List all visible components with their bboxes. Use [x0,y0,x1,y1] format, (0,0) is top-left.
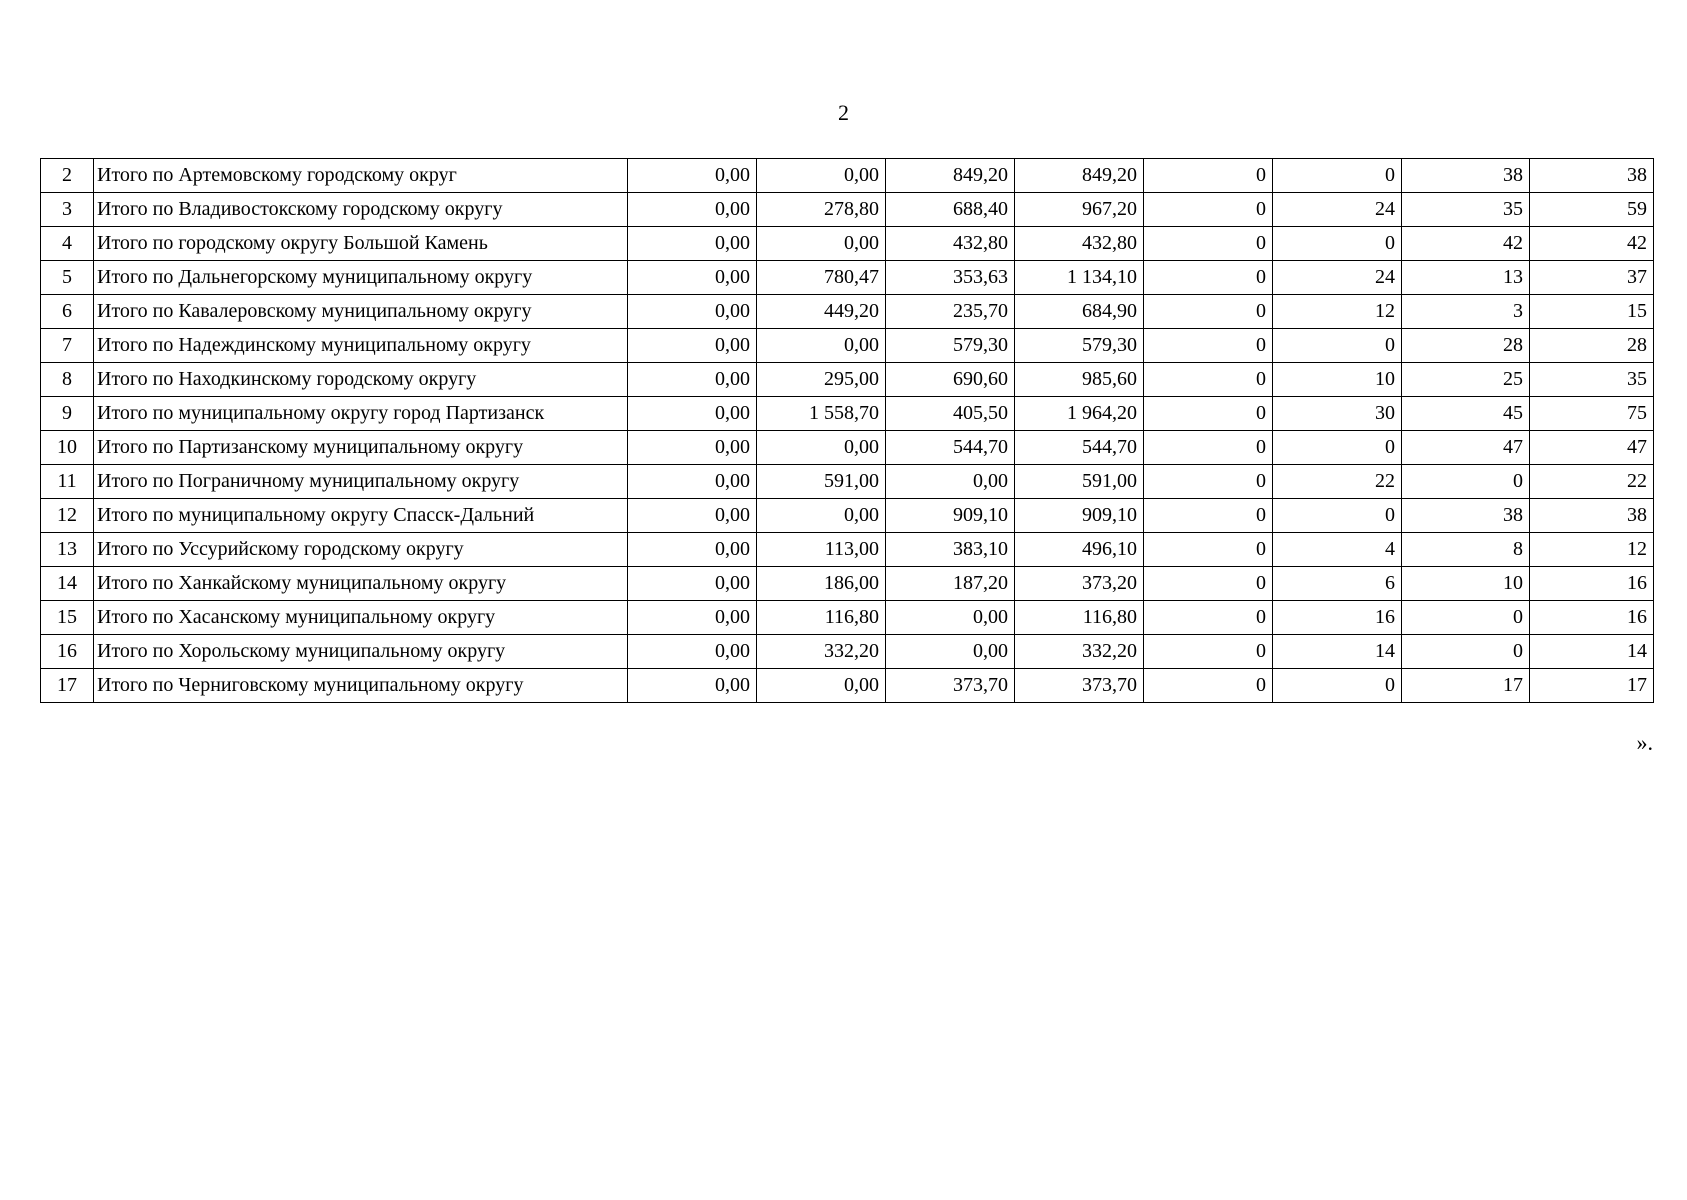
table-row [41,193,1654,227]
value-cell: 47 [1402,431,1530,465]
value-cell: 14 [1530,635,1654,669]
value-cell: 35 [1530,363,1654,397]
value-cell: 0 [1402,635,1530,669]
value-cell: 579,30 [886,329,1015,363]
row-number-cell: 11 [41,465,94,499]
value-cell: 24 [1273,261,1402,295]
value-cell: 591,00 [757,465,886,499]
row-name-cell: Итого по муниципальному округу Спасск-Дальний [94,499,628,533]
value-cell: 116,80 [757,601,886,635]
value-cell: 0,00 [757,431,886,465]
value-cell: 116,80 [1015,601,1144,635]
value-cell: 12 [1530,533,1654,567]
row-number-cell: 16 [41,635,94,669]
value-cell: 59 [1530,193,1654,227]
value-cell: 38 [1402,499,1530,533]
value-cell: 0 [1144,669,1273,703]
value-cell: 432,80 [1015,227,1144,261]
row-number-cell: 13 [41,533,94,567]
value-cell: 8 [1402,533,1530,567]
row-name-cell: Итого по Надеждинскому муниципальному округу [94,329,628,363]
value-cell: 0 [1144,465,1273,499]
value-cell: 353,63 [886,261,1015,295]
row-number-cell: 10 [41,431,94,465]
row-number-cell: 12 [41,499,94,533]
value-cell: 405,50 [886,397,1015,431]
value-cell: 24 [1273,193,1402,227]
row-number-cell: 3 [41,193,94,227]
value-cell: 449,20 [757,295,886,329]
table-row [41,567,1654,601]
value-cell: 17 [1530,669,1654,703]
row-number-cell: 4 [41,227,94,261]
value-cell: 0,00 [886,465,1015,499]
value-cell: 591,00 [1015,465,1144,499]
value-cell: 0 [1273,499,1402,533]
value-cell: 0 [1273,431,1402,465]
value-cell: 0 [1144,431,1273,465]
value-cell: 0 [1144,397,1273,431]
value-cell: 235,70 [886,295,1015,329]
value-cell: 0 [1144,533,1273,567]
value-cell: 0 [1144,193,1273,227]
value-cell: 688,40 [886,193,1015,227]
value-cell: 14 [1273,635,1402,669]
value-cell: 75 [1530,397,1654,431]
value-cell: 332,20 [757,635,886,669]
value-cell: 13 [1402,261,1530,295]
value-cell: 0,00 [628,635,757,669]
value-cell: 0,00 [757,329,886,363]
value-cell: 47 [1530,431,1654,465]
value-cell: 0,00 [628,533,757,567]
value-cell: 579,30 [1015,329,1144,363]
value-cell: 0,00 [757,159,886,193]
value-cell: 373,20 [1015,567,1144,601]
value-cell: 42 [1402,227,1530,261]
value-cell: 3 [1402,295,1530,329]
value-cell: 10 [1402,567,1530,601]
value-cell: 10 [1273,363,1402,397]
table-row [41,533,1654,567]
value-cell: 544,70 [886,431,1015,465]
value-cell: 1 964,20 [1015,397,1144,431]
table-row [41,159,1654,193]
value-cell: 22 [1530,465,1654,499]
value-cell: 0,00 [628,499,757,533]
value-cell: 0,00 [628,227,757,261]
table-row [41,397,1654,431]
row-name-cell: Итого по муниципальному округу город Партизанск [94,397,628,431]
value-cell: 17 [1402,669,1530,703]
table-body [41,159,1654,703]
value-cell: 0,00 [886,635,1015,669]
closing-quote-mark: ». [1636,730,1653,755]
value-cell: 0 [1144,635,1273,669]
row-number-cell: 2 [41,159,94,193]
value-cell: 12 [1273,295,1402,329]
value-cell: 690,60 [886,363,1015,397]
value-cell: 0,00 [757,669,886,703]
value-cell: 1 134,10 [1015,261,1144,295]
table-row [41,431,1654,465]
row-name-cell: Итого по городскому округу Большой Камень [94,227,628,261]
table-row [41,295,1654,329]
value-cell: 28 [1530,329,1654,363]
value-cell: 0 [1273,329,1402,363]
value-cell: 0,00 [886,601,1015,635]
row-number-cell: 8 [41,363,94,397]
row-number-cell: 7 [41,329,94,363]
value-cell: 0 [1144,295,1273,329]
value-cell: 849,20 [1015,159,1144,193]
row-number-cell: 6 [41,295,94,329]
value-cell: 38 [1530,499,1654,533]
value-cell: 42 [1530,227,1654,261]
value-cell: 16 [1273,601,1402,635]
value-cell: 22 [1273,465,1402,499]
row-name-cell: Итого по Партизанскому муниципальному округу [94,431,628,465]
value-cell: 0,00 [628,669,757,703]
row-name-cell: Итого по Хасанскому муниципальному округу [94,601,628,635]
value-cell: 0 [1144,159,1273,193]
value-cell: 295,00 [757,363,886,397]
value-cell: 0,00 [628,363,757,397]
value-cell: 383,10 [886,533,1015,567]
table-row [41,465,1654,499]
row-name-cell: Итого по Артемовскому городскому округ [94,159,628,193]
value-cell: 967,20 [1015,193,1144,227]
value-cell: 0,00 [628,601,757,635]
value-cell: 16 [1530,567,1654,601]
value-cell: 0,00 [628,431,757,465]
value-cell: 0,00 [628,261,757,295]
value-cell: 0 [1144,601,1273,635]
row-name-cell: Итого по Пограничному муниципальному округу [94,465,628,499]
value-cell: 0,00 [628,567,757,601]
page-number: 2 [838,100,849,125]
value-cell: 0 [1402,465,1530,499]
value-cell: 0 [1144,227,1273,261]
value-cell: 0,00 [628,465,757,499]
value-cell: 0 [1273,227,1402,261]
row-name-cell: Итого по Уссурийскому городскому округу [94,533,628,567]
value-cell: 0 [1144,329,1273,363]
table-row [41,669,1654,703]
value-cell: 30 [1273,397,1402,431]
row-number-cell: 5 [41,261,94,295]
row-number-cell: 9 [41,397,94,431]
table-row [41,601,1654,635]
table-row [41,499,1654,533]
row-name-cell: Итого по Хорольскому муниципальному округу [94,635,628,669]
value-cell: 849,20 [886,159,1015,193]
value-cell: 35 [1402,193,1530,227]
value-cell: 544,70 [1015,431,1144,465]
row-number-cell: 17 [41,669,94,703]
value-cell: 0,00 [628,159,757,193]
row-name-cell: Итого по Дальнегорскому муниципальному округу [94,261,628,295]
value-cell: 0 [1402,601,1530,635]
row-name-cell: Итого по Черниговскому муниципальному округу [94,669,628,703]
value-cell: 0 [1273,669,1402,703]
value-cell: 909,10 [886,499,1015,533]
value-cell: 15 [1530,295,1654,329]
value-cell: 0 [1144,363,1273,397]
value-cell: 373,70 [886,669,1015,703]
value-cell: 332,20 [1015,635,1144,669]
value-cell: 186,00 [757,567,886,601]
value-cell: 278,80 [757,193,886,227]
row-name-cell: Итого по Находкинскому городскому округу [94,363,628,397]
row-number-cell: 14 [41,567,94,601]
row-number-cell: 15 [41,601,94,635]
table-row [41,363,1654,397]
value-cell: 1 558,70 [757,397,886,431]
value-cell: 38 [1402,159,1530,193]
value-cell: 0,00 [628,397,757,431]
table-row [41,227,1654,261]
value-cell: 432,80 [886,227,1015,261]
value-cell: 0,00 [757,227,886,261]
value-cell: 684,90 [1015,295,1144,329]
value-cell: 0 [1144,567,1273,601]
row-name-cell: Итого по Кавалеровскому муниципальному округу [94,295,628,329]
row-name-cell: Итого по Ханкайскому муниципальному округу [94,567,628,601]
value-cell: 25 [1402,363,1530,397]
value-cell: 0 [1273,159,1402,193]
value-cell: 496,10 [1015,533,1144,567]
value-cell: 28 [1402,329,1530,363]
table-row [41,635,1654,669]
value-cell: 780,47 [757,261,886,295]
value-cell: 45 [1402,397,1530,431]
value-cell: 0,00 [628,295,757,329]
table-row [41,329,1654,363]
value-cell: 0 [1144,261,1273,295]
table-row [41,261,1654,295]
value-cell: 0,00 [757,499,886,533]
value-cell: 4 [1273,533,1402,567]
value-cell: 187,20 [886,567,1015,601]
data-table [40,158,1654,703]
row-name-cell: Итого по Владивостокскому городскому округу [94,193,628,227]
value-cell: 985,60 [1015,363,1144,397]
value-cell: 113,00 [757,533,886,567]
value-cell: 38 [1530,159,1654,193]
value-cell: 0,00 [628,193,757,227]
value-cell: 6 [1273,567,1402,601]
value-cell: 909,10 [1015,499,1144,533]
value-cell: 16 [1530,601,1654,635]
value-cell: 37 [1530,261,1654,295]
value-cell: 0,00 [628,329,757,363]
value-cell: 0 [1144,499,1273,533]
value-cell: 373,70 [1015,669,1144,703]
